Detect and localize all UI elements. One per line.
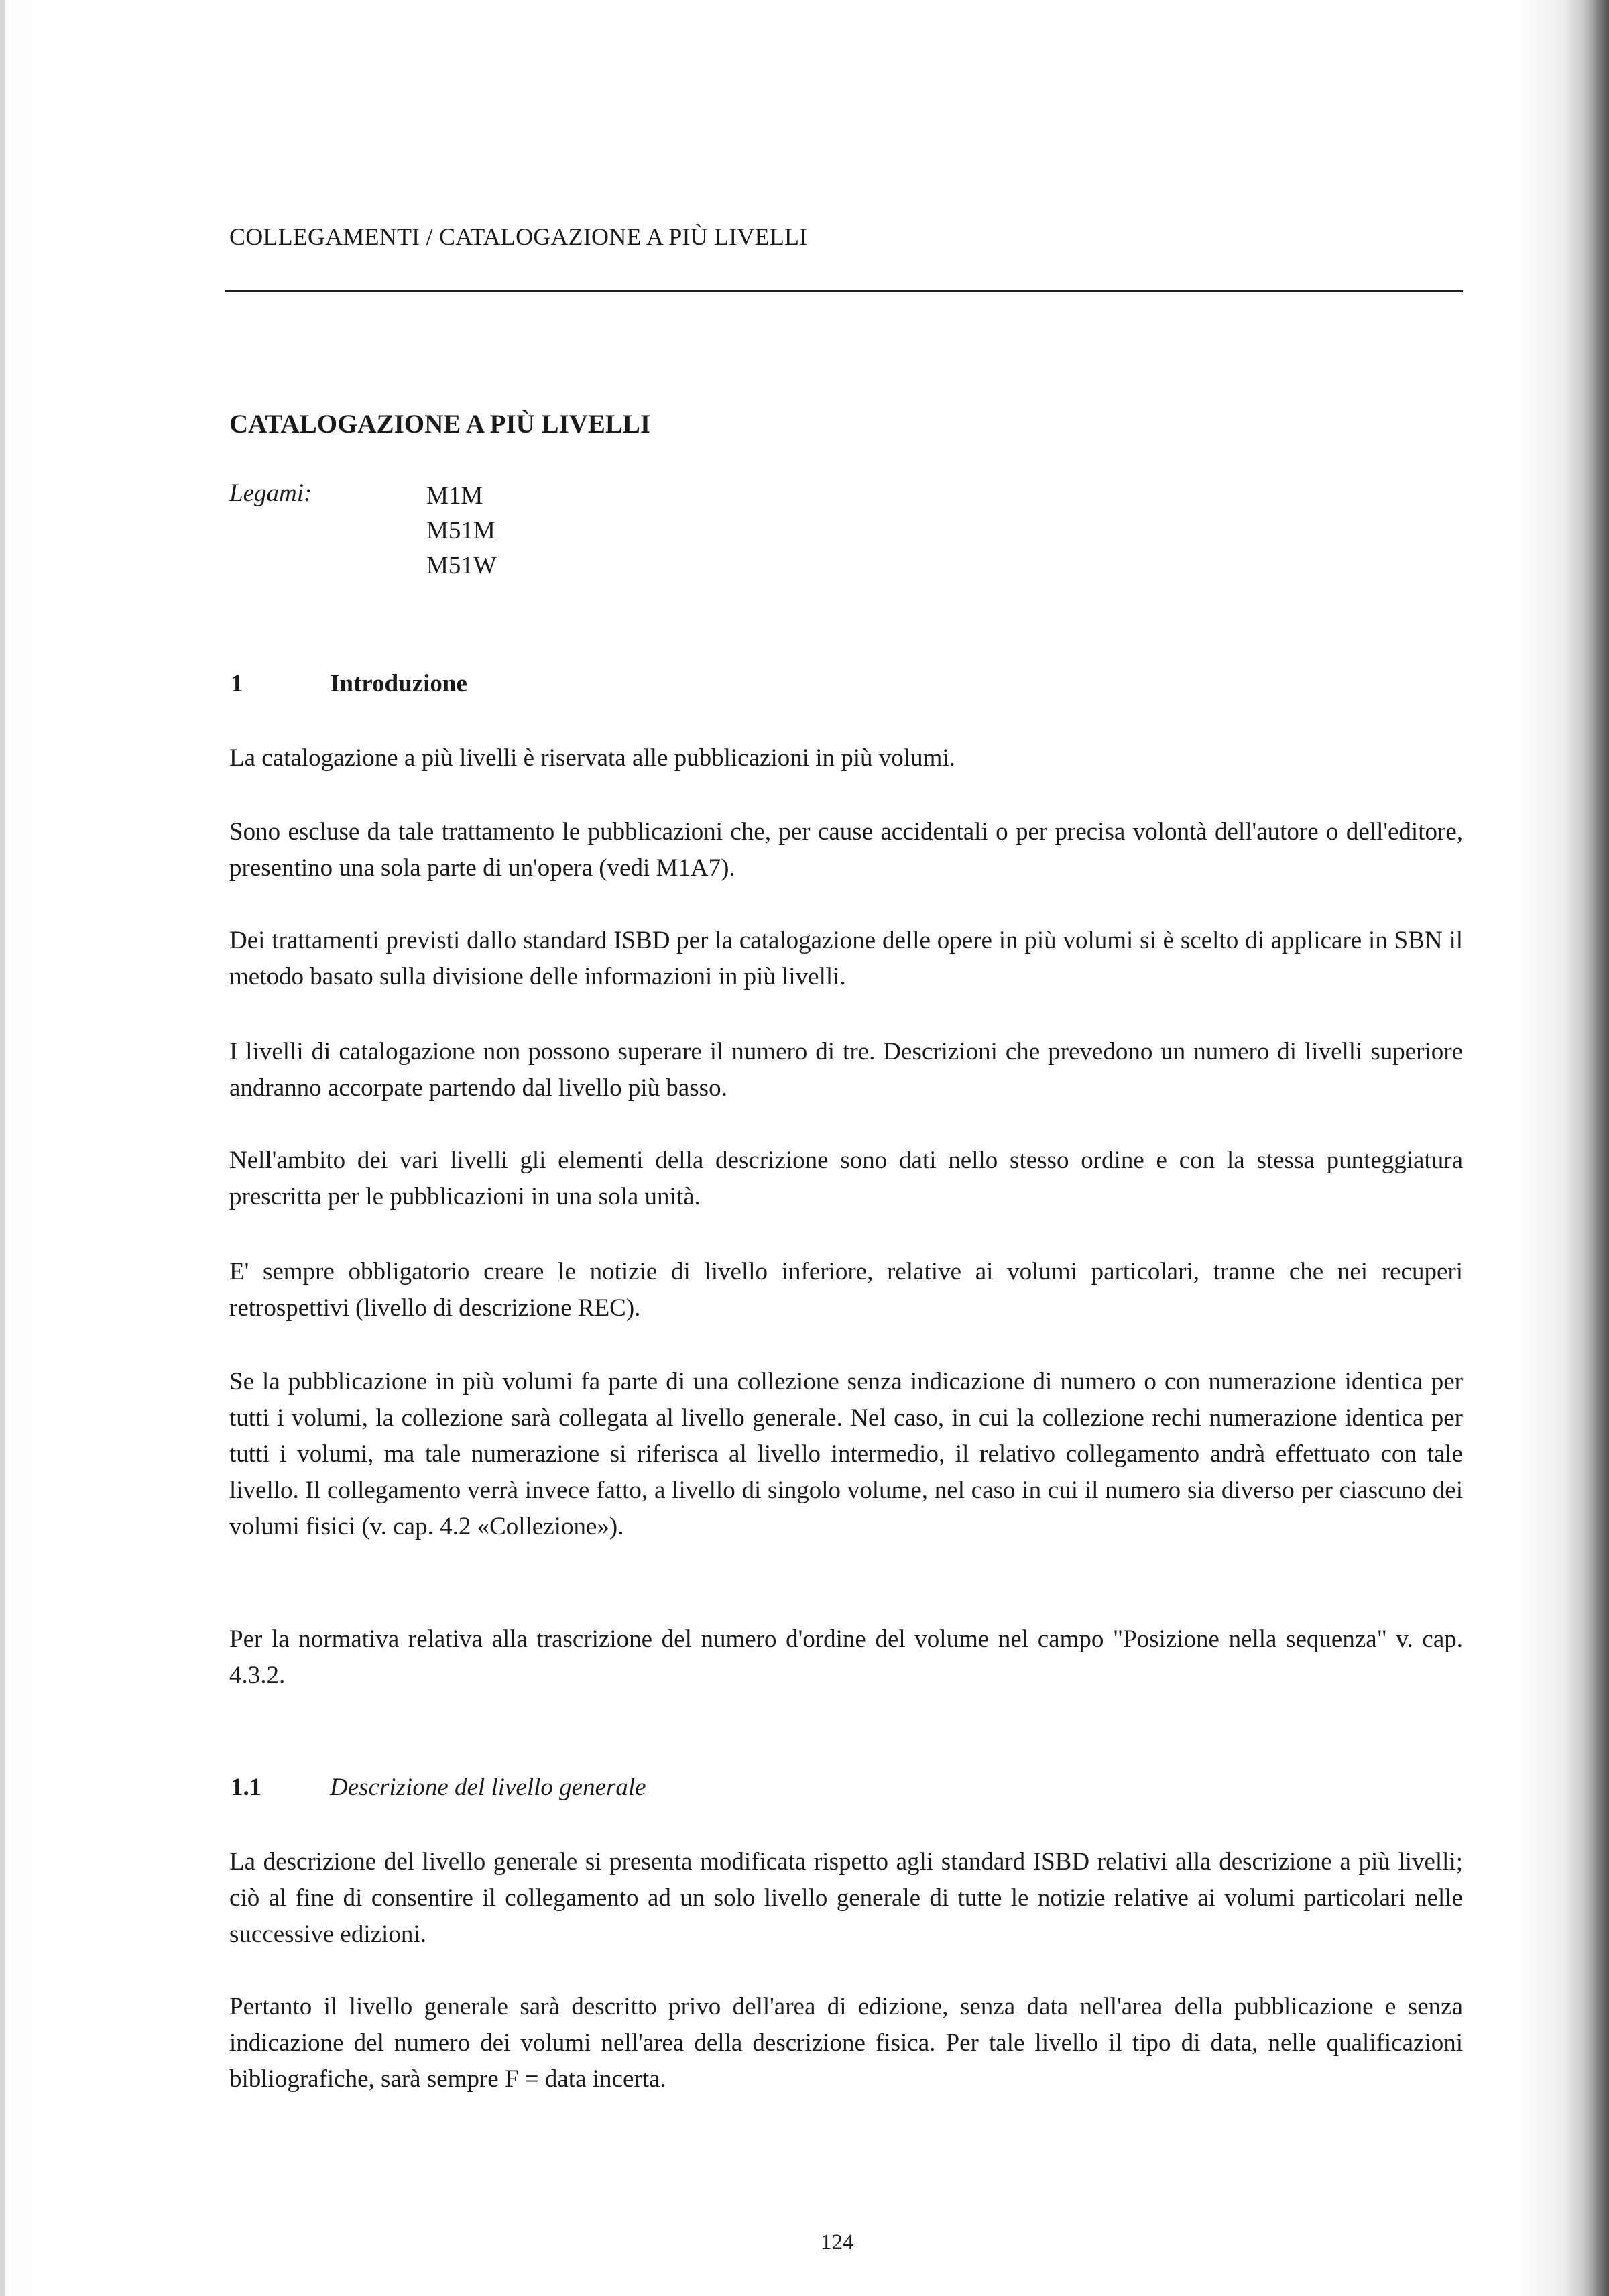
legame-item: M51M xyxy=(426,517,495,544)
paragraph: Per la normativa relativa alla trascrizione del numero d'ordine del volume nel campo "Posizione nella sequenza" v. cap. 4.3.2. xyxy=(229,1625,1463,1689)
legame-item: M51W xyxy=(426,552,497,579)
paragraph: La descrizione del livello generale si presenta modificata rispetto agli standard ISBD relativi alla descrizione a più livelli; ciò al fine di consentire il collegamento ad un solo livello generale di tutte le notizie relative ai volumi particolari nelle successive edizioni. xyxy=(229,1848,1463,1948)
legame-item: M1M xyxy=(426,482,483,510)
paragraph: Se la pubblicazione in più volumi fa parte di una collezione senza indicazione di numero o con numerazione identica per tutti i volumi, la collezione sarà collegata al livello generale. Nel caso, in cui la collezione rechi numerazione identica per tutti i volumi, ma tale numerazione si riferisca al livello intermedio, il relativo collegamento andrà effettuato con tale livello. Il collegamento verrà invece fatto, a livello di singolo volume, nel caso in cui il numero sia diverso per ciascuno dei volumi fisici (v. cap. 4.2 «Collezione»). xyxy=(229,1368,1463,1540)
page-left-edge xyxy=(0,0,5,2296)
header-rule xyxy=(225,290,1463,292)
heading-descrizione-livello-generale xyxy=(231,1773,646,1802)
heading-number: 1.1 xyxy=(231,1774,262,1801)
section-title: CATALOGAZIONE A PIÙ LIVELLI xyxy=(229,410,651,439)
legami-label: Legami: xyxy=(229,479,312,507)
paragraph: Sono escluse da tale trattamento le pubblicazioni che, per cause accidentali o per precisa volontà dell'autore o dell'editore, presentino una sola parte di un'opera (vedi M1A7). xyxy=(229,818,1463,882)
running-head: COLLEGAMENTI / CATALOGAZIONE A PIÙ LIVELLI xyxy=(229,223,808,250)
legami-list xyxy=(426,479,497,583)
paragraph: E' sempre obbligatorio creare le notizie di livello inferiore, relative ai volumi particolari, tranne che nei recuperi retrospettivi (livello di descrizione REC). xyxy=(229,1258,1463,1322)
paragraph: Nell'ambito dei vari livelli gli elementi della descrizione sono dati nello stesso ordine e con la stessa punteggiatura prescritta per le pubblicazioni in una sola unità. xyxy=(229,1147,1463,1210)
binding-shadow xyxy=(1582,0,1609,2296)
paragraph: Dei trattamenti previsti dallo standard ISBD per la catalogazione delle opere in più volumi si è scelto di applicare in SBN il metodo basato sulla divisione delle informazioni in più livelli. xyxy=(229,927,1463,990)
page-number: 124 xyxy=(821,2230,854,2254)
heading-number: 1 xyxy=(231,670,243,697)
paragraph: Pertanto il livello generale sarà descritto privo dell'area di edizione, senza data nell'area della pubblicazione e senza indicazione del numero dei volumi nell'area della descrizione fisica. Per tale livello il tipo di data, nelle qualificazioni bibliografiche, sarà sempre F = data incerta. xyxy=(229,1993,1463,2093)
heading-introduzione xyxy=(231,669,467,698)
paragraph: La catalogazione a più livelli è riservata alle pubblicazioni in più volumi. xyxy=(229,744,955,772)
heading-text: Introduzione xyxy=(330,670,467,697)
heading-text: Descrizione del livello generale xyxy=(330,1774,646,1801)
paragraph: I livelli di catalogazione non possono superare il numero di tre. Descrizioni che prevedono un numero di livelli superiore andranno accorpate partendo dal livello più basso. xyxy=(229,1038,1463,1102)
